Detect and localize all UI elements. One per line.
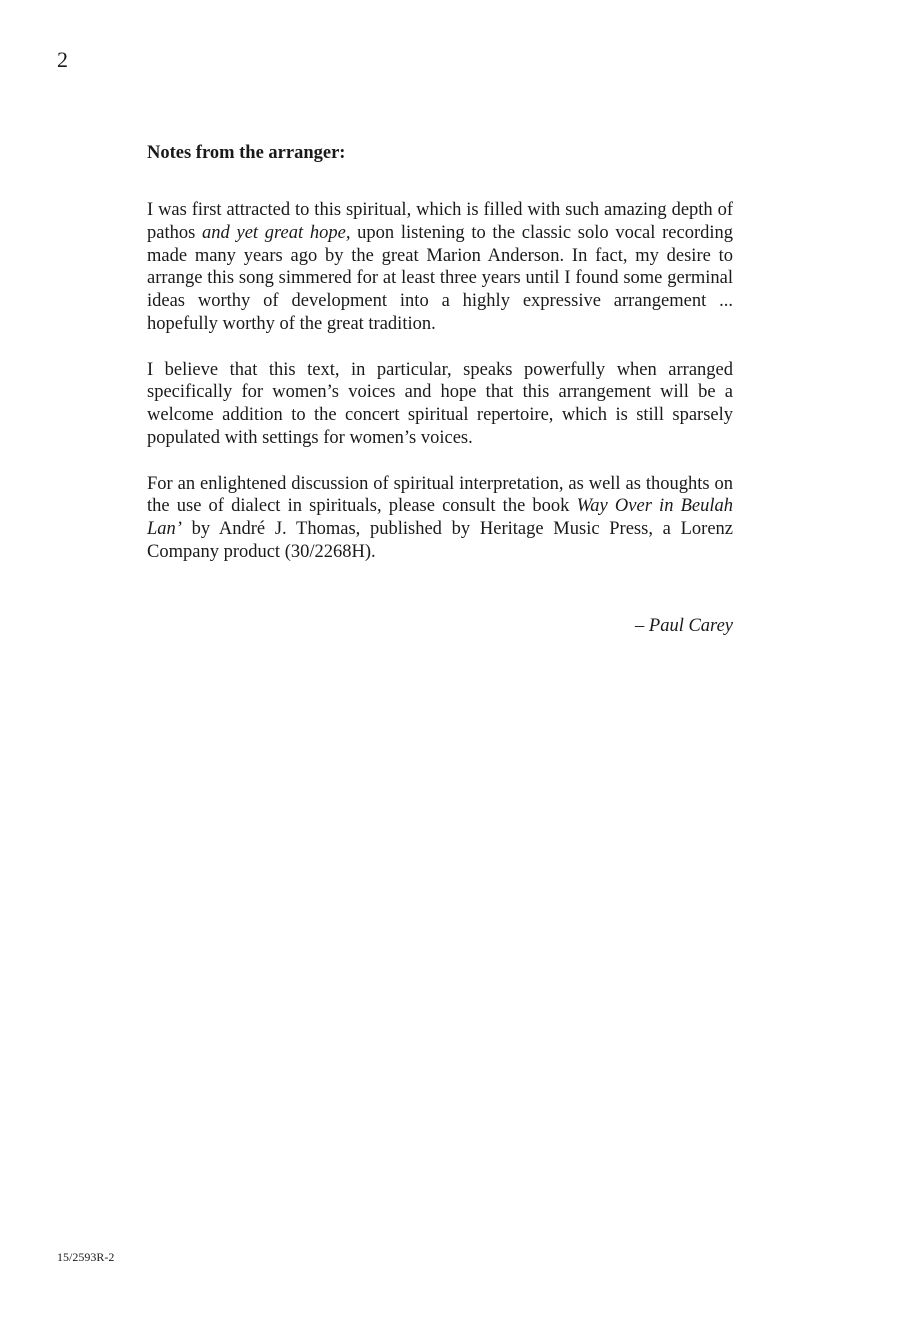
notes-paragraph-3 xyxy=(147,473,733,564)
page-number: 2 xyxy=(57,47,68,72)
paragraph-3-text-b: by André J. Thomas, published by Heritage Music Press, a Lorenz Company product (30/2268H). xyxy=(147,519,733,562)
arranger-notes xyxy=(147,141,733,638)
paragraph-1-text-b: upon listening to the classic solo vocal recording made many years ago by the great Marion Anderson. In fact, my desire to arrange this song simmered for at least three years until I found some germinal ideas worthy of development into a highly expressive arrangement ... hopefully worthy of the great tradition. xyxy=(147,222,734,334)
arranger-signature: – Paul Carey xyxy=(635,615,733,636)
catalog-number: 15/2593R-2 xyxy=(57,1250,115,1264)
notes-paragraph-1 xyxy=(147,199,733,336)
notes-heading: Notes from the arranger: xyxy=(147,143,346,163)
paragraph-1-text-a: I was first attracted to this spiritual, which is filled with such amazing depth of pathos xyxy=(147,200,733,243)
book-title: Way Over in Beulah Lan’ xyxy=(147,496,733,540)
paragraph-3-text-a: For an enlightened discussion of spiritual interpretation, as well as thoughts on the use of dialect in spirituals, please consult the book xyxy=(147,473,733,517)
paragraph-1-emphasis: and yet great hope, xyxy=(202,222,351,243)
notes-paragraph-2: I believe that this text, in particular, speaks powerfully when arranged specifically for women’s voices and hope that this arrangement will be a welcome addition to the concert spiritual repertoire, which is still sparsely populated with settings for women’s voices. xyxy=(147,359,733,448)
